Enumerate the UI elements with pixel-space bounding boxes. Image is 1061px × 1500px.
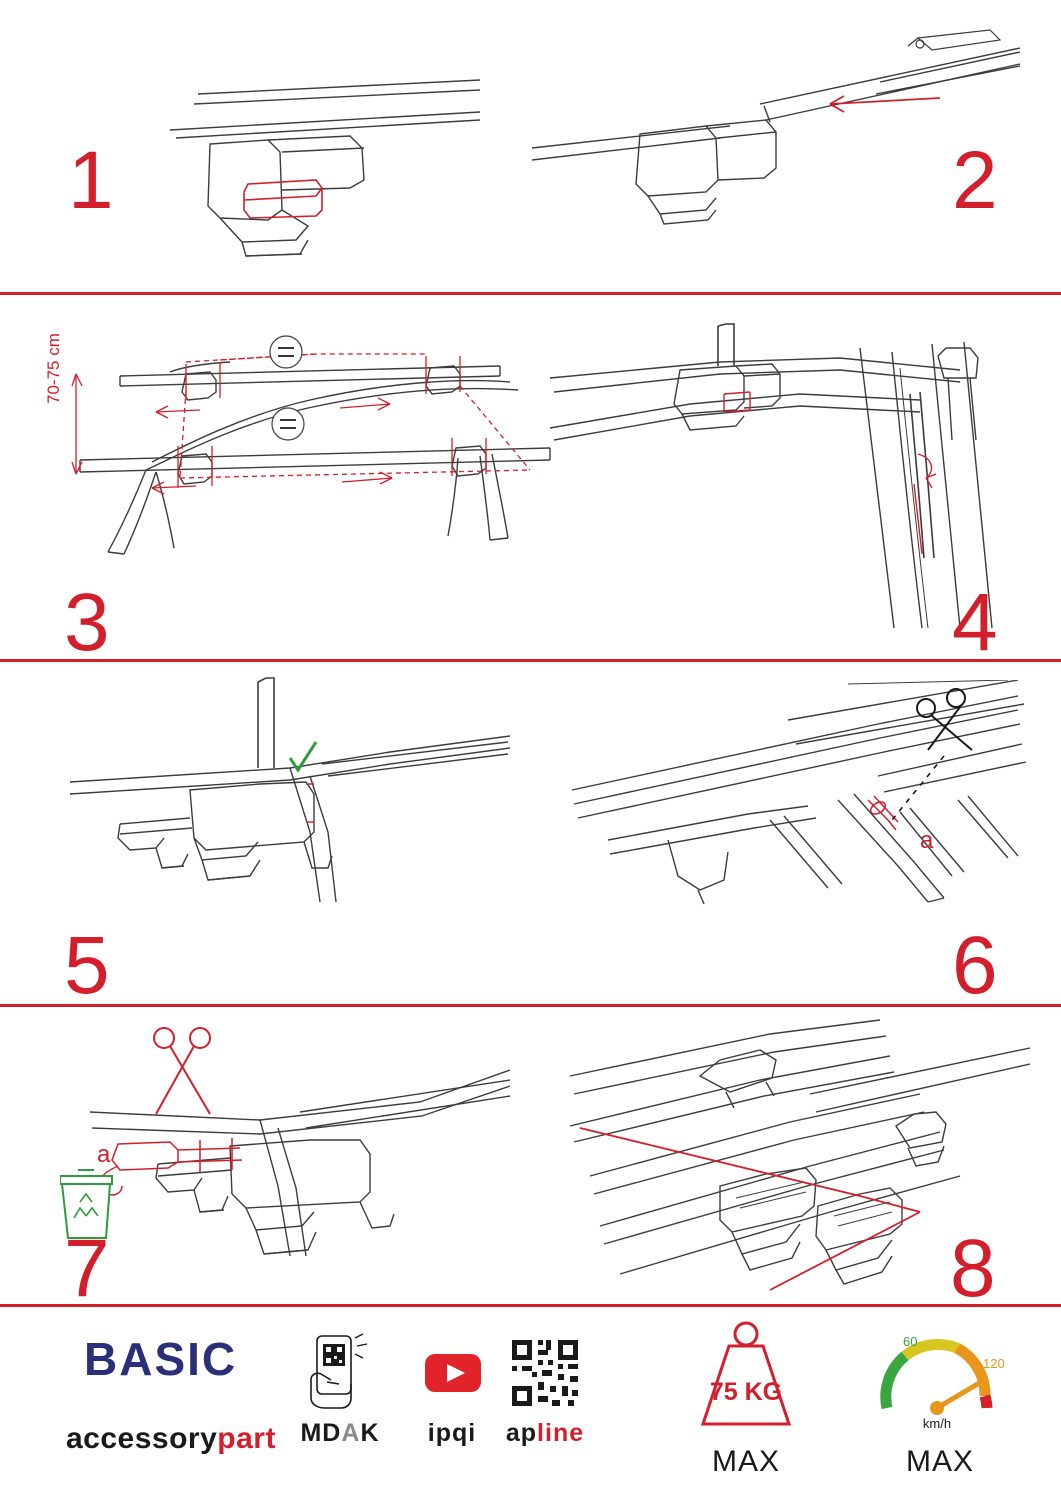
- section-divider-4: [0, 1304, 1061, 1307]
- step-2-illustration: [520, 28, 1020, 228]
- logo-ipqi-caption: ipqi: [427, 1419, 477, 1447]
- brand-accessorypart-wordmark: [66, 1422, 276, 1456]
- footer: [0, 1308, 1061, 1500]
- qr-code-icon: [502, 1332, 588, 1410]
- bar-spacing-label: 70-75 cm: [44, 333, 63, 404]
- weight-icon: [681, 1320, 811, 1438]
- brand-part-text: part: [217, 1422, 276, 1455]
- step-7-illustration: [60, 1016, 510, 1286]
- max-load-value: 75 KG: [709, 1378, 783, 1406]
- section-divider-2: [0, 659, 1061, 662]
- step-number-3: 3: [64, 577, 110, 668]
- step-1-illustration: [150, 60, 480, 270]
- max-load-badge: [676, 1320, 816, 1479]
- logo-apline[interactable]: [480, 1332, 610, 1448]
- step-5-illustration: [60, 672, 510, 962]
- step-number-8: 8: [950, 1223, 996, 1314]
- speed-tick-60: 60: [903, 1334, 918, 1349]
- max-speed-label: MAX: [905, 1445, 974, 1478]
- logo-apline-caption: apline: [505, 1419, 585, 1447]
- max-speed-badge: [860, 1320, 1020, 1479]
- speed-tick-120: 120: [983, 1356, 1005, 1371]
- logo-mdak-caption: MDAK: [300, 1419, 380, 1447]
- hand-phone-qr-icon: [297, 1332, 383, 1410]
- step-number-4: 4: [952, 577, 998, 668]
- brand-basic-wordmark: BASIC: [84, 1333, 238, 1385]
- speed-unit-label: km/h: [922, 1416, 952, 1431]
- section-divider-3: [0, 1004, 1061, 1007]
- step-number-7: 7: [64, 1223, 110, 1314]
- brand-accessory-text: accessory: [66, 1422, 218, 1455]
- step-6-illustration: [548, 680, 1028, 960]
- step-3-illustration: [60, 330, 580, 560]
- section-divider-1: [0, 292, 1061, 295]
- step-number-6: 6: [952, 920, 998, 1011]
- step-number-5: 5: [64, 920, 110, 1011]
- step-number-2: 2: [952, 135, 998, 226]
- part-label-a-step7: a: [97, 1141, 111, 1168]
- max-load-label: MAX: [711, 1445, 780, 1478]
- logo-mdak[interactable]: [286, 1332, 394, 1448]
- speedometer-icon: [865, 1320, 1015, 1438]
- step-number-1: 1: [68, 135, 114, 226]
- part-label-a-step6: a: [920, 827, 934, 854]
